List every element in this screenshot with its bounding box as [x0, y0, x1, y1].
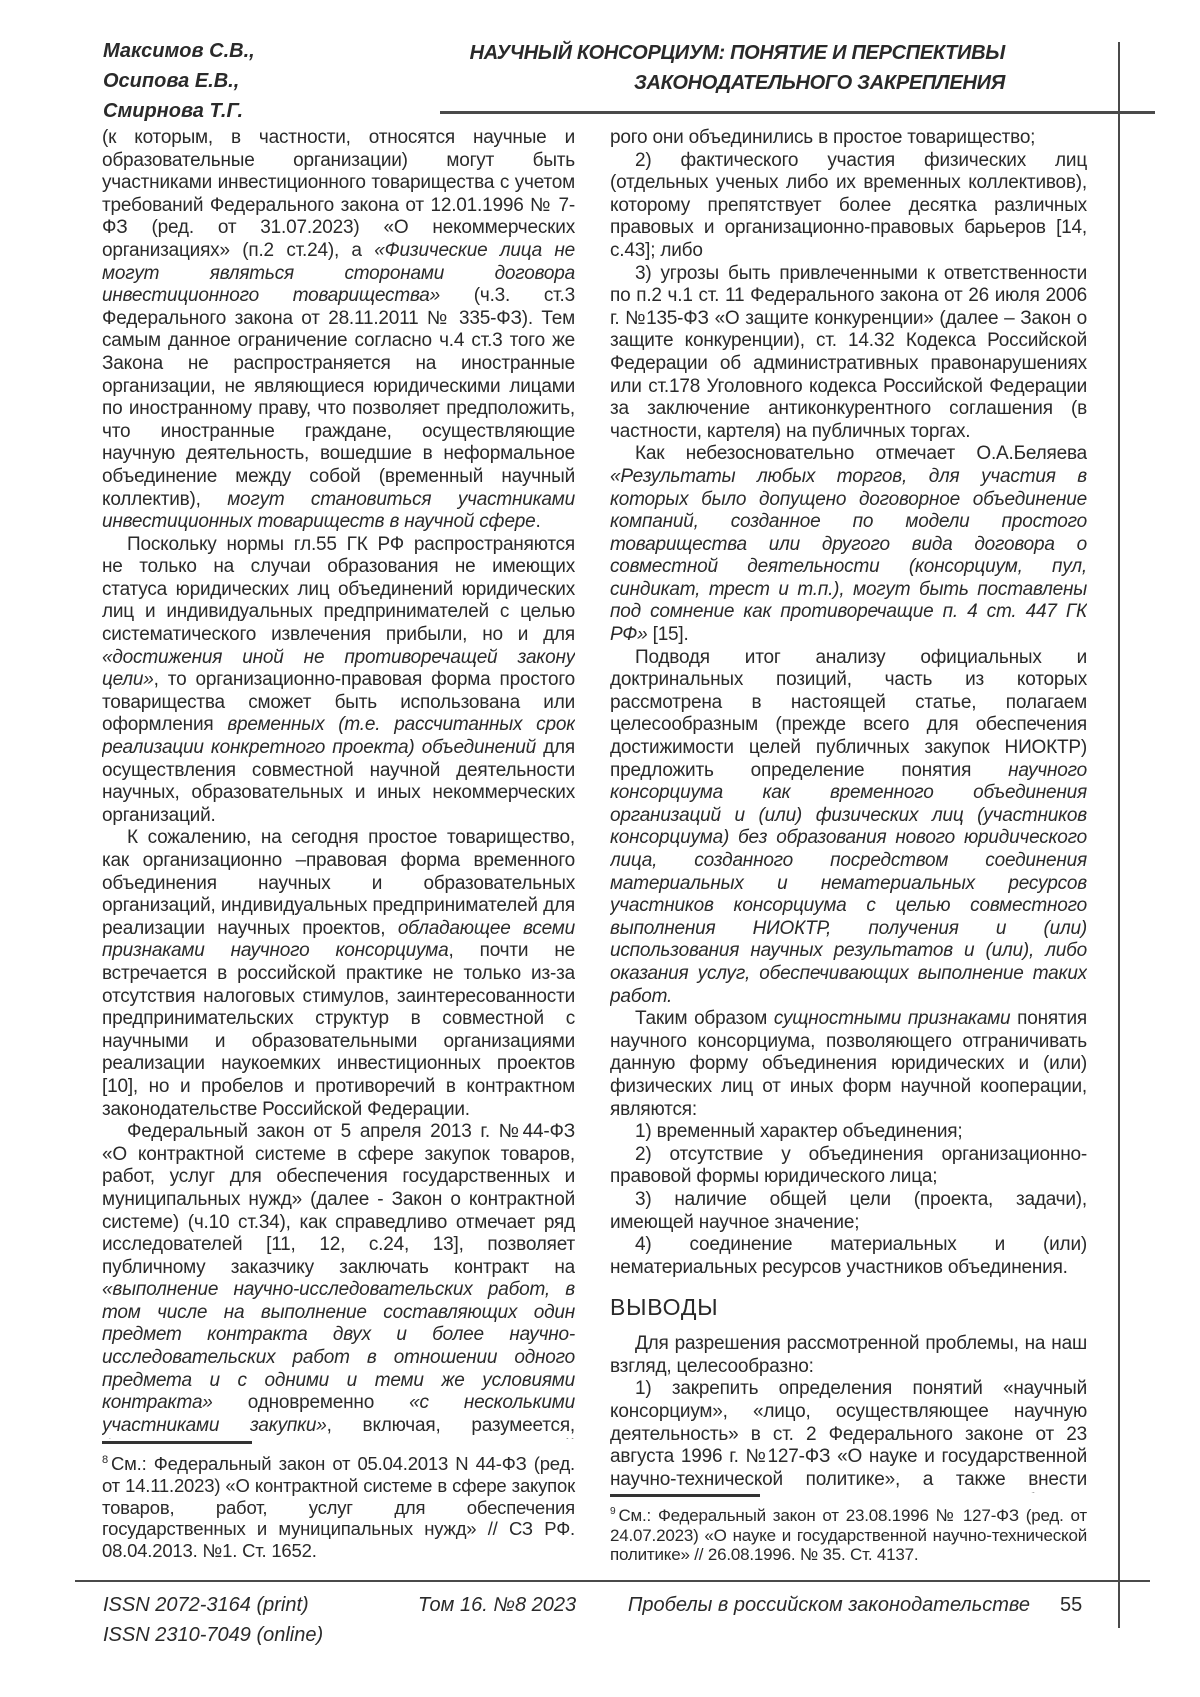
text-run: 1) временный характер объединения;: [635, 1121, 963, 1143]
text-run: К сожалению, на сегодня простое товарищество, как организационно –правовая форма временного объединения научных и образовательных организаций, индивидуальных предпринимателей для реализации научных проектов,: [102, 827, 575, 939]
text-run: [15].: [647, 624, 689, 646]
text-run: 1) закрепить определения понятий «научный консорциум», «лицо, осуществляющее научную деятельность» в ст. 2 Федерального законе от 23 августа 1996 г. №127-ФЗ «О науке и государственной научно-технической политике», а также внести: [610, 1378, 1087, 1490]
text-run: рого они объединились в простое товарищество;: [610, 127, 1036, 148]
footnote-text: [610, 1506, 1087, 1565]
paragraph: [610, 1008, 1087, 1121]
footnote-text: [102, 1453, 575, 1562]
paragraph: [102, 1121, 575, 1439]
column-right: [610, 127, 1087, 1493]
paragraph: [610, 1234, 1087, 1279]
footer-journal-title: Пробелы в российском законодательстве: [627, 1594, 1030, 1616]
footer-divider: [75, 1580, 1150, 1582]
text-run: Как небезосновательно отмечает О.А.Беляева: [635, 443, 1087, 465]
text-run: 4) соединение материальных и (или) нематериальных ресурсов участников объединения.: [610, 1234, 1087, 1278]
italic-run: «Результаты любых торгов, для участия в которых было допущено договорное объединение компаний, созданное по модели простого товарищества или другого вида договора о совместной деятельности (консорциум, пул, синдикат, трест и т.п.), могут быть поставлены под сомнение как противоречащие п. 4 ст. 447 ГК РФ»: [610, 465, 1087, 646]
author-line: Осипова Е.В.,: [103, 70, 240, 92]
text-run: 3) наличие общей цели (проекта, задачи), имеющей научное значение;: [610, 1188, 1087, 1233]
author-line: Максимов С.В.,: [103, 40, 255, 62]
italic-run: сущностными признаками: [773, 1008, 1011, 1030]
text-run: одновременно: [212, 1392, 410, 1414]
text-run: Таким образом: [635, 1008, 774, 1030]
paragraph: [102, 534, 575, 828]
footnote-separator: [102, 1441, 252, 1444]
text-run: , почти не встречается в российской практике не только из-за отсутствия налоговых стимулов, заинтересованности предпринимательских структур в совместной с научными и образовательными организациями реализации наукоемких инвестиционных проектов [10], но и пробелов и противоречий в контрактном законодательстве Российской Федерации.: [102, 940, 575, 1120]
article-title-line: НАУЧНЫЙ КОНСОРЦИУМ: ПОНЯТИЕ И ПЕРСПЕКТИВЫ: [469, 42, 1005, 64]
italic-run: «с несколькими участниками закупки»: [102, 1392, 575, 1436]
footer-issn: [103, 1590, 323, 1650]
paragraph: [610, 127, 1087, 150]
paragraph: [610, 1333, 1087, 1378]
author-line: Смирнова Т.Г.: [103, 100, 244, 122]
article-title: [365, 38, 1005, 98]
text-run: Подводя итог анализу официальных и доктринальных позиций, часть из которых рассмотрена в настоящей статье, полагаем целесообразным (прежде всего для обеспечения достижимости целей публичных закупок НИОКТР) предложить определение понятия: [610, 646, 1087, 781]
footer-volume: Том 16. №8 2023: [418, 1594, 577, 1616]
paragraph: [610, 443, 1087, 646]
text-run: .: [535, 511, 541, 533]
italic-run: «выполнение научно-исследовательских работ, в том числе на выполнение составляющих один предмет контракта двух и более научно-исследовательских работ в отношении одного предмета и с одними и теми же условиями контракта»: [102, 1279, 575, 1414]
paragraph: [610, 647, 1087, 1009]
footnote-8: [102, 1441, 575, 1562]
footnote-marker: 9: [610, 1506, 616, 1518]
footnote-9: [610, 1494, 1087, 1565]
section-heading: ВЫВОДЫ: [610, 1294, 719, 1321]
italic-run: обладающее всеми признаками научного консорциума: [102, 917, 575, 962]
paragraph: [610, 1378, 1087, 1493]
issn-print: ISSN 2072-3164 (print): [103, 1594, 309, 1616]
text-run: для осуществления совместной научной деятельности научных, образовательных и иных некоммерческих организаций.: [102, 737, 575, 826]
text-run: понятия научного консорциума, позволяющего отграничивать данную форму объединения юридических и (или) физических лиц от иных форм научной кооперации, являются:: [610, 1008, 1087, 1120]
paragraph: [610, 1189, 1087, 1234]
issn-online: ISSN 2310-7049 (online): [103, 1624, 324, 1646]
text-run: Федеральный закон от 5 апреля 2013 г. №44-ФЗ «О контрактной системе в сфере закупок товаров, работ, услуг для обеспечения государственных и муниципальных нужд» (далее - Закон о контрактной системе) (ч.10 ст.34), как справедливо отмечает ряд исследователей [11, 12, с.24, 13], позволяет публичному заказчику заключать контракт на: [102, 1121, 575, 1278]
text-run: , включая, разумеется,: [326, 1414, 575, 1436]
paragraph: [610, 1144, 1087, 1189]
footnote-body: См.: Федеральный закон от 05.04.2013 N 44-ФЗ (ред. от 14.11.2023) «О контрактной системе в сфере закупок товаров, работ, услуг для обеспечения государственных и муниципальных нужд» // СЗ РФ. 08.04.2013. №1. Ст. 1652.: [102, 1453, 575, 1562]
italic-run: временных (т.е. рассчитанных срок реализации конкретного проекта) объединений: [102, 714, 575, 759]
italic-run: научного консорциума как временного объединения организаций и (или) физических лиц (участников консорциума) без образования нового юридического лица, созданного посредством соединения материальных и нематериальных ресурсов участников консорциума с целью совместного выполнения НИОКТР, получения и (или) использования научных результатов и (или), либо оказания услуг, обеспечивающих выполнение таких работ.: [610, 759, 1087, 1007]
text-run: (к которым, в частности, относятся научные и образовательные организации) могут быть участниками инвестиционного товарищества с учетом требований Федерального закона от 12.01.1996 № 7-ФЗ (ред. от 31.07.2023) «О некоммерческих организациях» (п.2 ст.24), а: [102, 127, 575, 261]
paragraph: [610, 150, 1087, 263]
header-authors: [103, 36, 255, 126]
column-left: [102, 127, 575, 1439]
paragraph: [102, 827, 575, 1121]
footnote-body: См.: Федеральный закон от 23.08.1996 № 127-ФЗ (ред. от 24.07.2023) «О науке и государственной научно-технической политике» // 26.08.1996. № 35. Ст. 4137.: [610, 1506, 1087, 1565]
header-divider: [440, 111, 1155, 114]
text-run: Поскольку нормы гл.55 ГК РФ распространяются не только на случаи образования не имеющих статуса юридических лиц объединений юридических лиц и индивидуальных предпринимателей с целью систематического извлечения прибыли, но и для: [102, 533, 575, 646]
footnote-separator: [610, 1494, 760, 1497]
article-title-line: ЗАКОНОДАТЕЛЬНОГО ЗАКРЕПЛЕНИЯ: [633, 72, 1005, 94]
italic-run: «Физические лица не могут являться сторонами договора инвестиционного товарищества»: [102, 239, 575, 307]
text-run: 2) отсутствие у объединения организационно-правовой формы юридического лица;: [610, 1143, 1087, 1188]
paragraph: [610, 1121, 1087, 1144]
paragraph: [102, 127, 575, 534]
italic-run: могут становиться участниками инвестиционных товариществ в научной сфере: [102, 488, 575, 533]
right-margin-rule: [1118, 42, 1120, 1628]
text-run: Для разрешения рассмотренной проблемы, на наш взгляд, целесообразно:: [610, 1333, 1087, 1377]
text-run: (ч.3. ст.3 Федерального закона от 28.11.2011 № 335-ФЗ). Тем самым данное ограничение согласно ч.4 ст.3 того же Закона не распространяется на иностранные организации, не являющиеся юридическими лицами по иностранному праву, что позволяет предположить, что иностранные граждане, осуществляющие научную деятельность, вошедшие в неформальное объединение между собой (временный научный коллектив),: [102, 285, 575, 510]
text-run: 2) фактического участия физических лиц (отдельных ученых либо их временных коллективов), которому препятствует более десятка различных правовых и организационно-правовых барьеров [14, с.43]; либо: [610, 149, 1087, 261]
page-number: 55: [1060, 1594, 1083, 1616]
paragraph: [610, 263, 1087, 444]
text-run: 3) угрозы быть привлеченными к ответственности по п.2 ч.1 ст. 11 Федерального закона от 26 июля 2006 г. №135-ФЗ «О защите конкуренции» (далее – Закон о защите конкуренции), ст. 14.32 Кодекса Российской Федерации об административных правонарушениях или ст.178 Уголовного кодекса Российской Федерации за заключение антиконкурентного соглашения (в частности, картеля) на публичных торгах.: [610, 262, 1087, 442]
footnote-marker: 8: [102, 1453, 108, 1466]
text-run: , то организационно-правовая форма простого товарищества сможет быть использована или оформления: [102, 669, 575, 736]
italic-run: «достижения иной не противоречащей закону цели»: [102, 646, 575, 691]
